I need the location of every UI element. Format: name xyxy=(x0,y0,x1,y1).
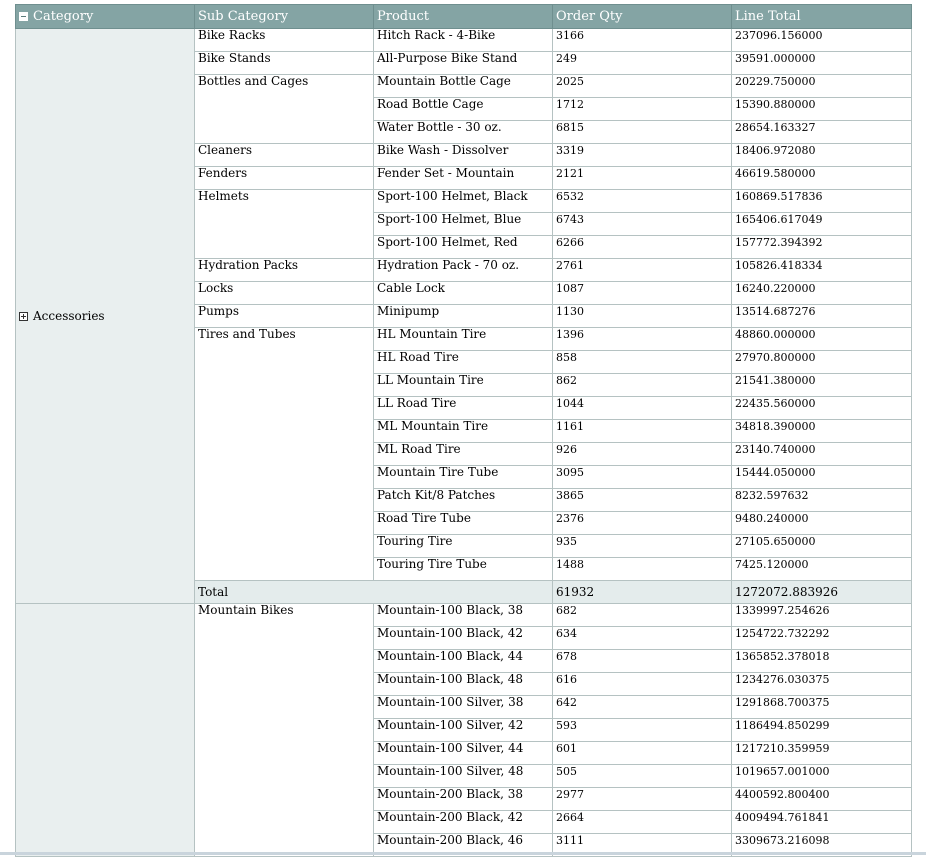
line-total-cell: 157772.394392 xyxy=(732,236,912,259)
product-cell: Bike Wash - Dissolver xyxy=(374,144,553,167)
sub-category-cell: Pumps xyxy=(195,305,374,328)
product-cell: Fender Set - Mountain xyxy=(374,167,553,190)
sub-category-cell: Locks xyxy=(195,282,374,305)
product-cell: LL Mountain Tire xyxy=(374,374,553,397)
line-total-cell: 1186494.850299 xyxy=(732,719,912,742)
product-cell: LL Road Tire xyxy=(374,397,553,420)
line-total-cell: 9480.240000 xyxy=(732,512,912,535)
table-row xyxy=(16,604,912,627)
line-total-cell: 8232.597632 xyxy=(732,489,912,512)
product-cell: Mountain Bottle Cage xyxy=(374,75,553,98)
line-total-header: Line Total xyxy=(732,5,912,29)
product-cell: Mountain-100 Silver, 42 xyxy=(374,719,553,742)
order-qty-cell: 1087 xyxy=(553,282,732,305)
order-qty-cell: 642 xyxy=(553,696,732,719)
category-cell-bikes xyxy=(16,604,195,857)
product-cell: Touring Tire Tube xyxy=(374,558,553,581)
order-qty-cell: 2664 xyxy=(553,811,732,834)
line-total-cell: 34818.390000 xyxy=(732,420,912,443)
product-cell: HL Road Tire xyxy=(374,351,553,374)
order-qty-cell: 682 xyxy=(553,604,732,627)
category-header-label: Category xyxy=(33,9,94,24)
line-total-cell: 22435.560000 xyxy=(732,397,912,420)
order-qty-cell: 2761 xyxy=(553,259,732,282)
line-total-cell: 23140.740000 xyxy=(732,443,912,466)
line-total-cell: 1254722.732292 xyxy=(732,627,912,650)
sub-category-cell: Bike Stands xyxy=(195,52,374,75)
order-qty-cell: 2977 xyxy=(553,788,732,811)
line-total-cell: 21541.380000 xyxy=(732,374,912,397)
order-qty-cell: 593 xyxy=(553,719,732,742)
line-total-cell: 15390.880000 xyxy=(732,98,912,121)
product-cell: Hitch Rack - 4-Bike xyxy=(374,29,553,52)
sub-category-header: Sub Category xyxy=(195,5,374,29)
sub-category-cell: Hydration Packs xyxy=(195,259,374,282)
product-cell: Mountain-100 Black, 38 xyxy=(374,604,553,627)
order-qty-cell: 1130 xyxy=(553,305,732,328)
order-qty-cell: 926 xyxy=(553,443,732,466)
product-cell: All-Purpose Bike Stand xyxy=(374,52,553,75)
line-total-cell: 27105.650000 xyxy=(732,535,912,558)
product-cell: Minipump xyxy=(374,305,553,328)
line-total-cell: 165406.617049 xyxy=(732,213,912,236)
line-total-cell: 1019657.001000 xyxy=(732,765,912,788)
order-qty-header: Order Qty xyxy=(553,5,732,29)
product-cell: Hydration Pack - 70 oz. xyxy=(374,259,553,282)
order-qty-cell: 858 xyxy=(553,351,732,374)
product-cell: Patch Kit/8 Patches xyxy=(374,489,553,512)
sub-category-cell: Bike Racks xyxy=(195,29,374,52)
product-cell: Mountain-100 Black, 48 xyxy=(374,673,553,696)
product-cell: Mountain-100 Black, 42 xyxy=(374,627,553,650)
order-qty-cell: 3166 xyxy=(553,29,732,52)
product-cell: Road Tire Tube xyxy=(374,512,553,535)
product-cell: Sport-100 Helmet, Red xyxy=(374,236,553,259)
line-total-cell: 1365852.378018 xyxy=(732,650,912,673)
line-total-cell: 28654.163327 xyxy=(732,121,912,144)
order-qty-cell: 1161 xyxy=(553,420,732,443)
line-total-cell: 1339997.254626 xyxy=(732,604,912,627)
order-qty-cell: 2376 xyxy=(553,512,732,535)
order-qty-cell: 862 xyxy=(553,374,732,397)
order-qty-cell: 634 xyxy=(553,627,732,650)
order-qty-cell: 935 xyxy=(553,535,732,558)
order-qty-cell: 2121 xyxy=(553,167,732,190)
expand-icon[interactable] xyxy=(19,312,28,321)
product-cell: Mountain-200 Black, 46 xyxy=(374,834,553,857)
order-qty-cell: 3111 xyxy=(553,834,732,857)
line-total-cell: 3309673.216098 xyxy=(732,834,912,857)
sub-category-cell: Helmets xyxy=(195,190,374,259)
line-total-cell: 18406.972080 xyxy=(732,144,912,167)
order-qty-cell: 6266 xyxy=(553,236,732,259)
line-total-cell: 48860.000000 xyxy=(732,328,912,351)
order-qty-cell: 3865 xyxy=(553,489,732,512)
order-qty-cell: 1488 xyxy=(553,558,732,581)
product-cell: Mountain-200 Black, 38 xyxy=(374,788,553,811)
order-qty-cell: 6743 xyxy=(553,213,732,236)
sub-category-cell: Tires and Tubes xyxy=(195,328,374,581)
total-qty: 61932 xyxy=(553,581,732,604)
product-cell: Mountain-100 Silver, 38 xyxy=(374,696,553,719)
order-qty-cell: 1712 xyxy=(553,98,732,121)
order-qty-cell: 505 xyxy=(553,765,732,788)
product-cell: Road Bottle Cage xyxy=(374,98,553,121)
order-qty-cell: 6815 xyxy=(553,121,732,144)
order-qty-cell: 1396 xyxy=(553,328,732,351)
product-cell: Cable Lock xyxy=(374,282,553,305)
total-label: Total xyxy=(195,581,553,604)
sub-category-cell: Cleaners xyxy=(195,144,374,167)
product-cell: Mountain-100 Black, 44 xyxy=(374,650,553,673)
order-qty-cell: 6532 xyxy=(553,190,732,213)
order-qty-cell: 249 xyxy=(553,52,732,75)
line-total-cell: 237096.156000 xyxy=(732,29,912,52)
product-cell: Sport-100 Helmet, Black xyxy=(374,190,553,213)
header-row xyxy=(16,5,912,29)
line-total-cell: 16240.220000 xyxy=(732,282,912,305)
line-total-cell: 4400592.800400 xyxy=(732,788,912,811)
line-total-cell: 27970.800000 xyxy=(732,351,912,374)
product-cell: Mountain Tire Tube xyxy=(374,466,553,489)
order-qty-cell: 678 xyxy=(553,650,732,673)
product-cell: Sport-100 Helmet, Blue xyxy=(374,213,553,236)
product-cell: Water Bottle - 30 oz. xyxy=(374,121,553,144)
order-qty-cell: 2025 xyxy=(553,75,732,98)
product-cell: ML Mountain Tire xyxy=(374,420,553,443)
category-cell-accessories[interactable] xyxy=(16,29,195,604)
line-total-cell: 160869.517836 xyxy=(732,190,912,213)
product-cell: Mountain-100 Silver, 44 xyxy=(374,742,553,765)
product-cell: HL Mountain Tire xyxy=(374,328,553,351)
table-row xyxy=(16,29,912,52)
order-qty-cell: 3095 xyxy=(553,466,732,489)
product-header: Product xyxy=(374,5,553,29)
line-total-cell: 7425.120000 xyxy=(732,558,912,581)
line-total-cell: 1291868.700375 xyxy=(732,696,912,719)
line-total-cell: 39591.000000 xyxy=(732,52,912,75)
sub-category-cell: Bottles and Cages xyxy=(195,75,374,144)
collapse-icon[interactable] xyxy=(19,12,28,21)
line-total-cell: 46619.580000 xyxy=(732,167,912,190)
product-cell: Mountain-100 Silver, 48 xyxy=(374,765,553,788)
line-total-cell: 20229.750000 xyxy=(732,75,912,98)
product-cell: Touring Tire xyxy=(374,535,553,558)
line-total-cell: 1217210.359959 xyxy=(732,742,912,765)
line-total-cell: 4009494.761841 xyxy=(732,811,912,834)
line-total-cell: 1234276.030375 xyxy=(732,673,912,696)
line-total-cell: 15444.050000 xyxy=(732,466,912,489)
line-total-cell: 13514.687276 xyxy=(732,305,912,328)
sub-category-cell: Mountain Bikes xyxy=(195,604,374,857)
order-qty-cell: 3319 xyxy=(553,144,732,167)
product-cell: ML Road Tire xyxy=(374,443,553,466)
category-label: Accessories xyxy=(33,308,105,323)
sub-category-cell: Fenders xyxy=(195,167,374,190)
order-qty-cell: 601 xyxy=(553,742,732,765)
category-header[interactable] xyxy=(16,5,195,29)
total-line: 1272072.883926 xyxy=(732,581,912,604)
order-qty-cell: 616 xyxy=(553,673,732,696)
matrix-report xyxy=(15,4,912,857)
order-qty-cell: 1044 xyxy=(553,397,732,420)
line-total-cell: 105826.418334 xyxy=(732,259,912,282)
product-cell: Mountain-200 Black, 42 xyxy=(374,811,553,834)
